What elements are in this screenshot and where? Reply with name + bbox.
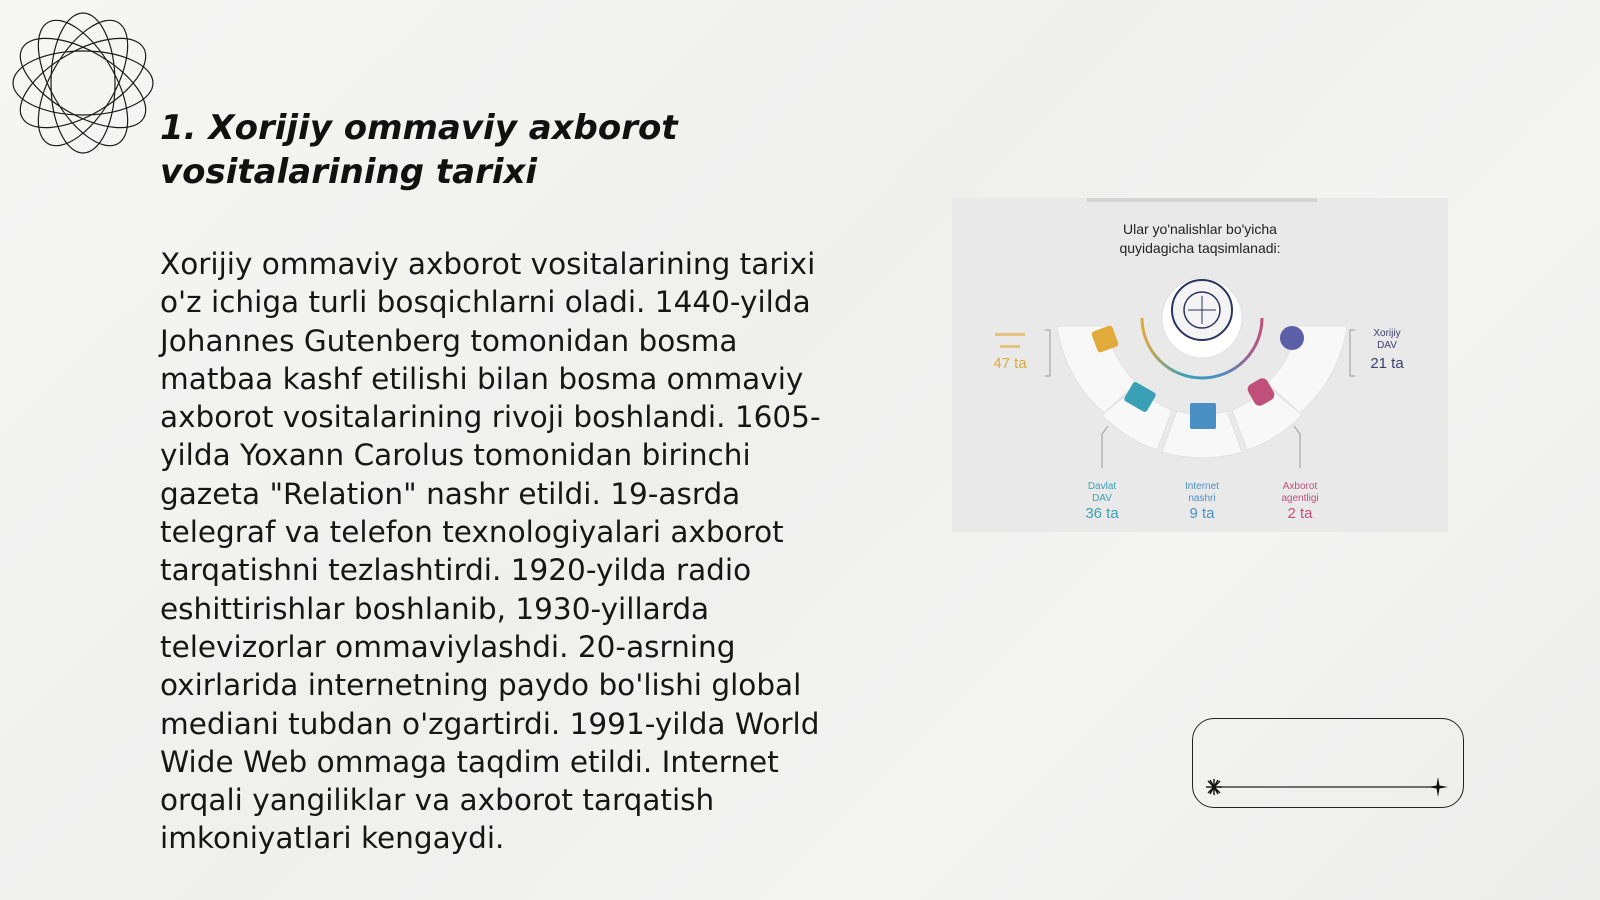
label-pink: Axborot agentligi [1281, 481, 1319, 504]
title-line-1: 1. Xorijiy ommaviy axborot [160, 108, 678, 148]
leader-yellow [1045, 330, 1050, 376]
web-page-icon [1190, 403, 1216, 429]
starburst-icon [1206, 779, 1222, 795]
label-navy: Xorijiy DAV [1373, 328, 1401, 351]
body-line: axborot vositalarining rivoji boshlandi. 1605- [160, 400, 821, 435]
count-navy: 21 ta [1370, 355, 1404, 372]
slide-title [160, 106, 820, 194]
count-pink: 2 ta [1287, 505, 1313, 522]
leader-teal [1102, 426, 1108, 468]
body-line: yilda Yoxann Carolus tomonidan birinchi [160, 438, 751, 473]
body-line: telegraf va telefon texnologiyalari axborot [160, 515, 784, 550]
decorative-box [1192, 718, 1464, 808]
body-line: Xorijiy ommaviy axborot vositalarining tarixi [160, 247, 816, 281]
body-line: gazeta "Relation" nashr etildi. 19-asrda [160, 476, 741, 511]
body-line: oxirlarida internetning paydo bo'lishi global [160, 668, 802, 703]
leader-pink [1294, 426, 1300, 468]
infographic-heading: Ular yo'nalishlar bo'yicha quyidagicha taqsimlanadi: [1119, 221, 1281, 256]
body-line: imkoniyatlari kengaydi. [160, 821, 505, 856]
body-line: tarqatishni tezlashtirdi. 1920-yilda radio [160, 553, 752, 588]
globe-icon [1280, 326, 1304, 350]
count-blue: 9 ta [1189, 505, 1215, 522]
count-teal: 36 ta [1085, 505, 1119, 522]
title-line-2: vositalarining tarixi [160, 152, 538, 192]
cropped-heading-strip [1087, 198, 1317, 202]
body-line: Johannes Gutenberg tomonidan bosma [160, 323, 738, 358]
body-line: o'z ichiga turli bosqichlarni oladi. 1440-yilda [160, 285, 811, 320]
label-yellow-blurred: ▬▬▬ ▬▬ [995, 328, 1025, 351]
body-line: Wide Web ommaga taqdim etildi. Internet [160, 744, 779, 779]
body-line: matbaa kashf etilishi bilan bosma ommaviy [160, 361, 804, 396]
leader-navy [1350, 330, 1355, 376]
body-line: mediani tubdan o'zgartirdi. 1991-yilda World [160, 706, 820, 741]
label-blue: Internet nashri [1185, 481, 1219, 504]
count-yellow: 47 ta [993, 355, 1027, 372]
box-line [1192, 718, 1464, 808]
ring-ornament-icon [8, 8, 158, 158]
label-teal: Davlat DAV [1087, 481, 1117, 504]
sparkle-star-icon [1428, 777, 1448, 797]
body-line: orqali yangiliklar va axborot tarqatish [160, 783, 715, 818]
body-line: televizorlar ommaviylashdi. 20-asrning [160, 629, 736, 664]
infographic-image [952, 198, 1448, 532]
body-paragraph [160, 245, 840, 858]
body-line: eshittirishlar boshlanib, 1930-yillarda [160, 591, 710, 626]
